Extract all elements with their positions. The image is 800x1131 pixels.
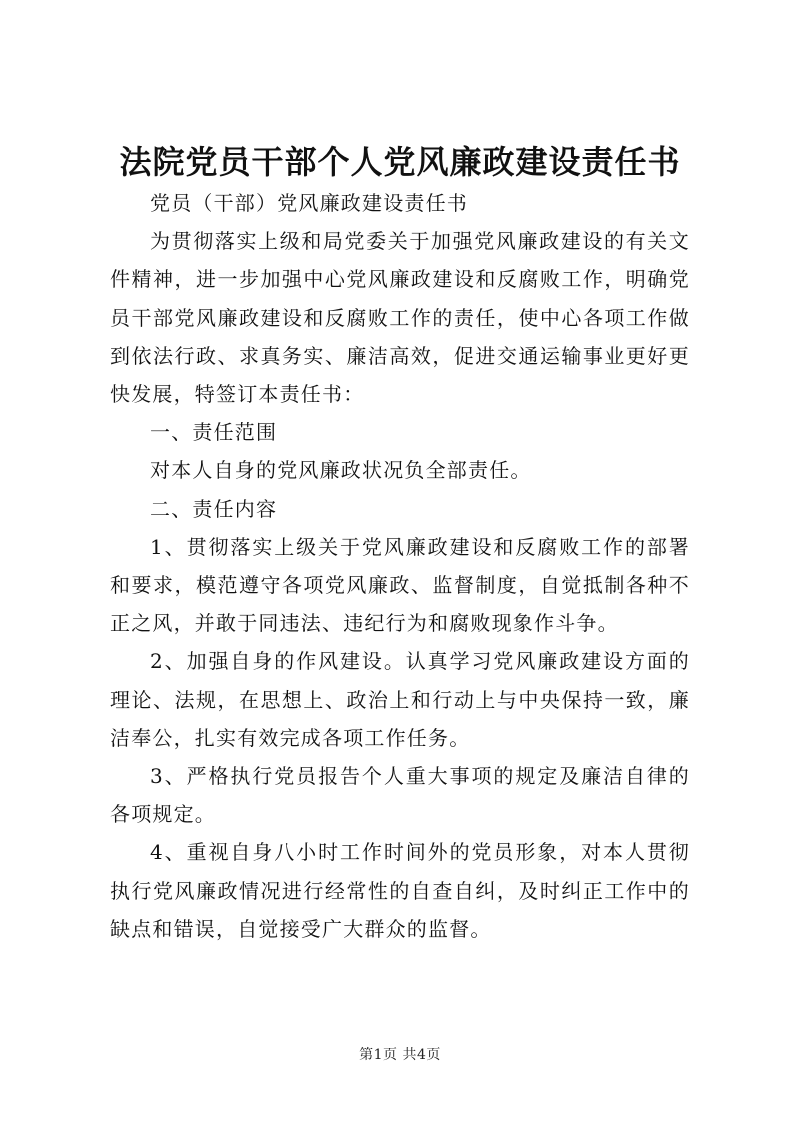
- content-item-2: 2、加强自身的作风建设。认真学习党风廉政建设方面的理论、法规，在思想上、政治上和行动上与中央保持一致，廉洁奉公，扎实有效完成各项工作任务。: [110, 649, 690, 750]
- subtitle-paragraph: 党员（干部）党风廉政建设责任书: [150, 191, 468, 215]
- content-item-3: 3、严格执行党员报告个人重大事项的规定及廉洁自律的各项规定。: [110, 764, 690, 827]
- content-item-4: 4、重视自身八小时工作时间外的党员形象，对本人贯彻执行党风廉政情况进行经常性的自查自纠，及时纠正工作中的缺点和错误，自觉接受广大群众的监督。: [110, 840, 690, 941]
- document-title: 法院党员干部个人党风廉政建设责任书: [119, 143, 681, 181]
- section-heading-scope: 一、责任范围: [150, 420, 278, 445]
- intro-paragraph: 为贯彻落实上级和局党委关于加强党风廉政建设的有关文件精神，进一步加强中心党风廉政建设和反腐败工作，明确党员干部党风廉政建设和反腐败工作的责任，使中心各项工作做到依法行政、求真务实、廉洁高效，促进交通运输事业更好更快发展，特签订本责任书：: [110, 229, 690, 407]
- scope-paragraph: 对本人自身的党风廉政状况负全部责任。: [150, 458, 532, 483]
- content-item-1: 1、贯彻落实上级关于党风廉政建设和反腐败工作的部署和要求，模范遵守各项党风廉政、监督制度，自觉抵制各种不正之风，并敢于同违法、违纪行为和腐败现象作斗争。: [110, 534, 690, 636]
- section-heading-content: 二、责任内容: [150, 496, 278, 521]
- page-number-footer: 第1页 共4页: [359, 1047, 441, 1063]
- document-body: [110, 184, 690, 948]
